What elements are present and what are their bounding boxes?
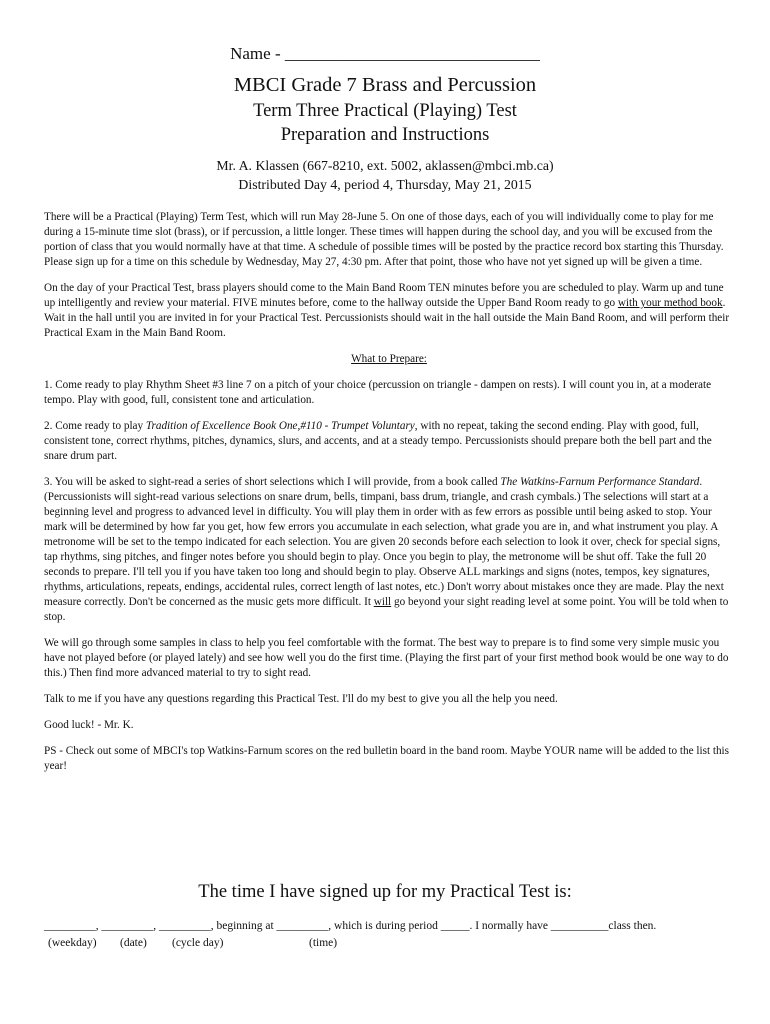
document-subtitle-2: Preparation and Instructions [280, 125, 490, 145]
method-book-underline: with your method book [617, 297, 723, 309]
date-label: (date) [120, 937, 147, 949]
prepare-heading: What to Prepare: [351, 353, 427, 365]
will-underline: will [373, 596, 392, 608]
document-subtitle: Term Three Practical (Playing) Test [253, 101, 517, 121]
author-contact: Mr. A. Klassen (667-8210, ext. 5002, aklassen@mbci.mb.ca) [216, 158, 554, 173]
signup-fill-line: _________, _________, _________, beginning at _________, which is during period _____. I normally have __________class then. [44, 920, 657, 932]
day-of-paragraph: On the day of your Practical Test, brass players should come to the Main Band Room TEN minutes before you are scheduled to play. Warm up and tune up intelligently and review your material. FIVE minutes before, come to the hallway outside the Upper Band Room ready to go with your method book. Wait in the hall until you are invited in for your Practical Test. Percussionists should wait in the hall outside the Main Band Room, and will perform their Practical Exam in the Main Band Room. [44, 282, 730, 339]
distribution-date: Distributed Day 4, period 4, Thursday, May 21, 2015 [238, 177, 532, 192]
piece-title: Tradition of Excellence Book One,#110 - Trumpet Voluntary [145, 420, 415, 432]
cycle-day-label: (cycle day) [172, 937, 224, 949]
document-title: MBCI Grade 7 Brass and Percussion [233, 74, 537, 96]
questions-paragraph: Talk to me if you have any questions regarding this Practical Test. I'll do my best to give you all the help you need. [44, 693, 558, 705]
book-title: The Watkins-Farnum Performance Standard [500, 476, 700, 488]
prepare-item-2: 2. Come ready to play Tradition of Excellence Book One,#110 - Trumpet Voluntary, with no repeat, taking the second ending. Play with good, full, consistent tone, correct rhythms, pitches, dynamics, slurs, and accents, and at a steady tempo. Percussionists should prepare both the bell part and the snare drum part. [44, 420, 712, 462]
good-luck-line: Good luck! - Mr. K. [44, 719, 134, 731]
intro-paragraph: There will be a Practical (Playing) Term Test, which will run May 28-June 5. On one of those days, each of you will individually come to play for me during a 15-minute time slot (brass), or if percussion, a little longer. These times will happen during the school day, and you will be excused from the portion of class that you would normally have at that time. A schedule of possible times will be posted by the practice record box starting this Thursday. Please sign up for a time on this schedule by Wednesday, May 27, 4:30 pm. After that point, those who have not yet signed up will be given a time. [44, 211, 724, 268]
name-field-label: Name - ______________________________ [230, 44, 540, 63]
signup-heading: The time I have signed up for my Practical Test is: [198, 882, 572, 902]
prepare-item-1: 1. Come ready to play Rhythm Sheet #3 line 7 on a pitch of your choice (percussion on triangle - dampen on rests). I will count you in, at a moderate tempo. Play with good, full, consistent tone and articulation. [44, 379, 712, 406]
weekday-label: (weekday) [48, 937, 97, 949]
signup-field-labels [44, 937, 744, 953]
samples-paragraph: We will go through some samples in class to help you feel comfortable with the format. The best way to prepare is to find some very simple music you have not played before (or played lately) and see how well you do the first time. (Playing the first part of your first method book would be one way to do this.) Then find more advanced material to try to sight read. [44, 637, 729, 679]
body-text [44, 210, 734, 785]
prepare-item-3: 3. You will be asked to sight-read a series of short selections which I will provide, from a book called The Watkins-Farnum Performance Standard. (Percussionists will sight-read various selections on snare drum, bells, timpani, bass drum, triangle, and crash cymbals.) The selections will start at a beginning level and progress to advanced level in difficulty. You will play them in order with as few errors as possible until being asked to stop. Your mark will be determined by how far you get, how few errors you accumulate in each selection, what grade you are in, and what instrument you play. A metronome will be set to the tempo indicated for each selection. You are given 20 seconds before each selection to look it over, check for special signs, tap rhythms, sing pitches, and finger notes before you should begin to play. Once you begin to play, the metronome will be shut off. Take the full 20 seconds to prepare. I'll tell you if you have taken too long and should begin to play. Observe ALL markings and signs (notes, tempos, key signatures, rhythms, articulations, repeats, endings, accidental rules, correct length of last notes, etc.) Don't worry about mistakes once they are made. Play the next measure correctly. Don't be concerned as the music gets more difficult. It will go beyond your sight reading level at some point. You will be told when to stop. [44, 476, 729, 623]
time-label: (time) [309, 937, 338, 949]
ps-paragraph: PS - Check out some of MBCI's top Watkins-Farnum scores on the red bulletin board in the band room. Maybe YOUR name will be added to the list this year! [44, 745, 730, 772]
